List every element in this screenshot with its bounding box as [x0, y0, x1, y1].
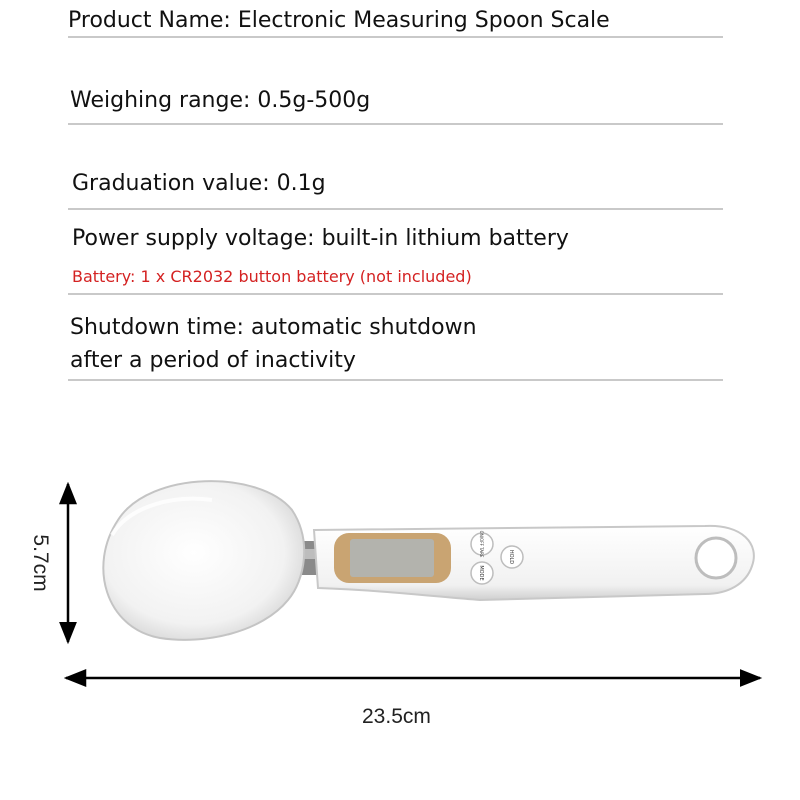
hold-button[interactable]: [501, 546, 523, 568]
mode-button-label: MODE: [478, 565, 484, 581]
hanging-hole: [696, 538, 736, 578]
spoon-scale-illustration: [0, 440, 800, 740]
divider: [68, 208, 723, 210]
divider: [68, 379, 723, 381]
graduation-text: Graduation value: 0.1g: [72, 171, 326, 196]
battery-note-text: Battery: 1 x CR2032 button battery (not included): [72, 267, 472, 286]
lcd-screen: [350, 539, 434, 577]
mode-button[interactable]: [471, 562, 493, 584]
height-dimension-label: 5.7cm: [29, 534, 52, 592]
shutdown-text-line2: after a period of inactivity: [70, 348, 356, 373]
width-dimension-label: 23.5cm: [362, 705, 431, 728]
divider: [68, 36, 723, 38]
power-supply-text: Power supply voltage: built-in lithium battery: [72, 226, 569, 251]
divider: [68, 293, 723, 295]
on-off-button-label: ON/OFF TARE: [479, 530, 484, 558]
divider: [68, 123, 723, 125]
shutdown-text-line1: Shutdown time: automatic shutdown: [70, 315, 477, 340]
product-name-text: Product Name: Electronic Measuring Spoon Scale: [68, 8, 610, 33]
spoon-bowl: [103, 481, 304, 640]
weighing-range-text: Weighing range: 0.5g-500g: [70, 88, 371, 113]
hold-button-label: HOLD: [508, 549, 514, 565]
